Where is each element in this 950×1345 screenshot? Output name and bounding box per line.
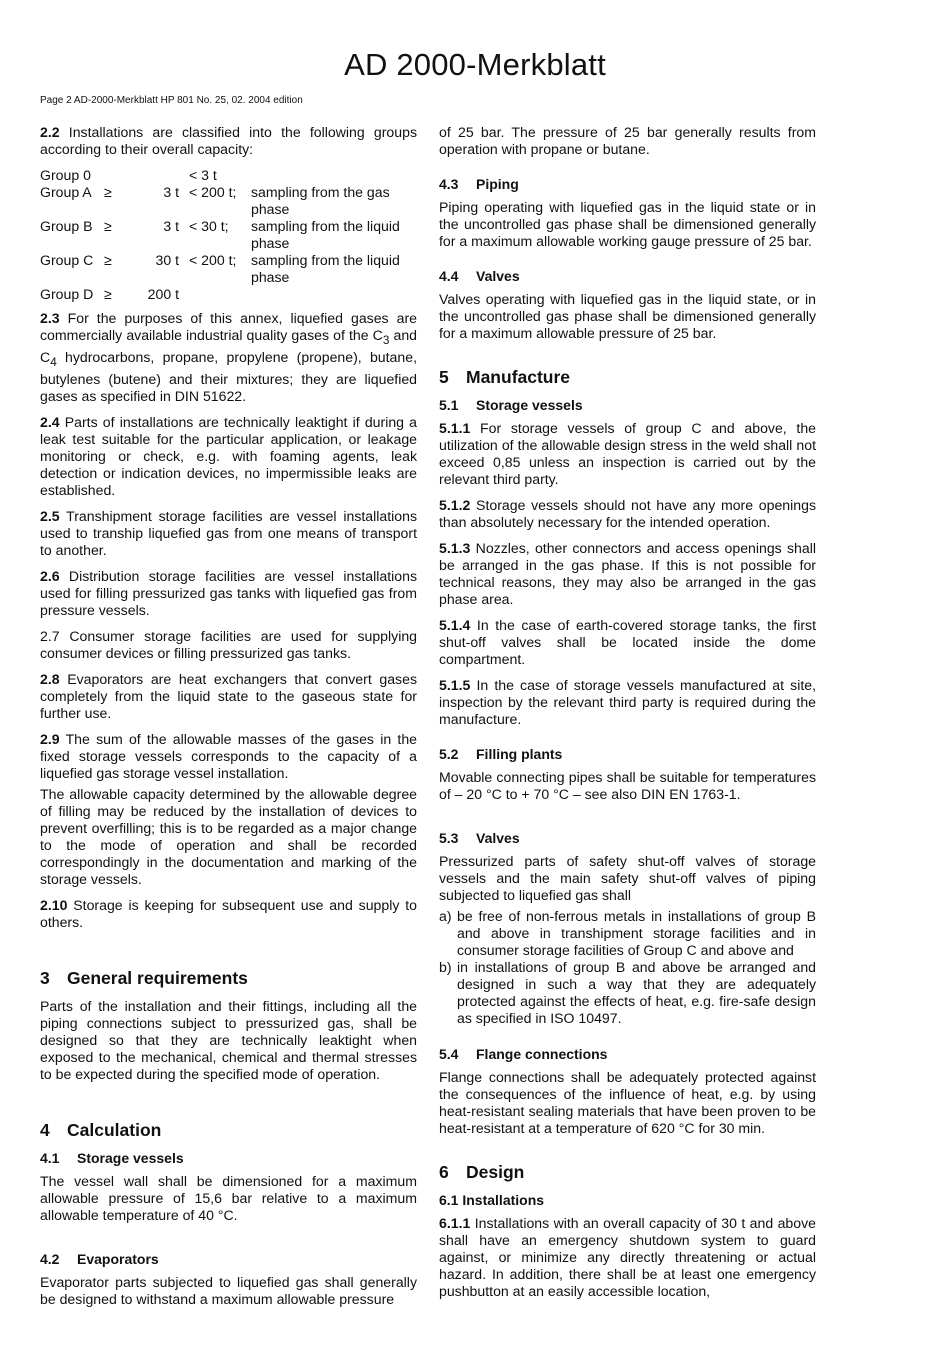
para-5-1-4: 5.1.4 In the case of earth-covered storage tanks, the first shut-off valves shall be located inside the dome compartment. bbox=[439, 617, 816, 667]
group-relation bbox=[104, 167, 134, 184]
group-row bbox=[40, 218, 417, 252]
section-5-heading: 5 Manufacture bbox=[439, 367, 571, 387]
list-item: b) in installations of group B and above be arranged and designed in such a way that they are adequately protected against the effects of heat, e.g. fire-safe design as specified in ISO 10497. bbox=[439, 959, 816, 1026]
group-description: sampling from the liquid phase bbox=[251, 218, 400, 251]
group-row bbox=[40, 184, 417, 218]
section-3-text: Parts of the installation and their fittings, including all the piping connections subject to pressurized gas, shall be designed so that they are technically leaktight when exposed to the mechanical, chemical and thermal stresses to be expected during the specified mode of operation. bbox=[40, 997, 417, 1082]
section-5-4-heading: 5.4 Flange connections bbox=[439, 1046, 608, 1062]
para-2-6: 2.6 Distribution storage facilities are vessel installations used for filling pressurized gas tanks with liquefied gas from pressure vessels. bbox=[40, 567, 417, 618]
group-max: < 200 t; bbox=[189, 184, 237, 200]
section-4-1-heading: 4.1 Storage vessels bbox=[40, 1149, 184, 1166]
para-5-1-3: 5.1.3 Nozzles, other connectors and access openings shall be arranged in the gas phase. If this is not possible for technical reasons, they may also be arranged in the gas phase area. bbox=[439, 540, 816, 607]
group-relation: ≥ bbox=[104, 286, 112, 302]
group-name: Group B bbox=[40, 218, 93, 234]
group-name: Group D bbox=[40, 286, 94, 302]
para-5-1-1: 5.1.1 For storage vessels of group C and above, the utilization of the allowable design stress in the weld shall not exceed 0,85 unless an inspection is carried out by the relevant third party. bbox=[439, 420, 816, 487]
section-6-heading: 6 Design bbox=[439, 1162, 525, 1182]
section-4-heading: 4 Calculation bbox=[40, 1119, 162, 1140]
group-min: 200 t bbox=[147, 286, 179, 302]
para-2-10: 2.10 Storage is keeping for subsequent use and supply to others. bbox=[40, 896, 417, 930]
group-min: 30 t bbox=[155, 252, 179, 268]
para-6-1-1: 6.1.1 Installations with an overall capacity of 30 t and above shall have an emergency shutdown system to guard against, or minimize any directly threatening or actual hazard. In addition, there shall be at least one emergency pushbutton at an easily accessible location, bbox=[439, 1215, 816, 1299]
para-2-7: 2.7 Consumer storage facilities are used for supplying consumer devices or filling pressurized gas tanks. bbox=[40, 627, 417, 661]
section-5-3-heading: 5.3 Valves bbox=[439, 830, 520, 846]
group-relation: ≥ bbox=[104, 218, 112, 234]
group-min bbox=[134, 167, 189, 184]
group-max: < 200 t; bbox=[189, 252, 237, 268]
section-5-3-text: Pressurized parts of safety shut-off valves of storage vessels and the main safety shut-off valves of piping subjected to liquefied gas shall bbox=[439, 853, 816, 903]
group-min: 3 t bbox=[163, 184, 179, 200]
group-description bbox=[251, 167, 417, 184]
group-max: < 3 t bbox=[189, 167, 217, 183]
group-name: Group 0 bbox=[40, 167, 91, 183]
group-min: 3 t bbox=[163, 218, 179, 234]
list-item: a) be free of non-ferrous metals in installations of group B and above in transhipment storage facilities and in consumer storage facilities of Group C and above and bbox=[439, 908, 816, 958]
group-description: sampling from the gas phase bbox=[251, 184, 390, 217]
para-5-1-2: 5.1.2 Storage vessels should not have any more openings than absolutely necessary for the intended operation. bbox=[439, 497, 816, 530]
valve-requirements-list bbox=[439, 908, 816, 1027]
section-5-4-text: Flange connections shall be adequately protected against the consequences of the influence of heat, e.g. by using heat-resistant sealing materials that have been proven to be heat-resistant at a temperature of 620 °C for 30 min. bbox=[439, 1069, 816, 1136]
group-table bbox=[40, 167, 417, 303]
continued-text: of 25 bar. The pressure of 25 bar generally results from operation with propane or butane. bbox=[439, 124, 816, 157]
para-5-1-5: 5.1.5 In the case of storage vessels manufactured at site, inspection by the relevant third party is required during the manufacture. bbox=[439, 677, 816, 727]
para-2-4: 2.4 Parts of installations are technically leaktight if during a leak test suitable for the particular application, or leakage monitoring or check, e.g. with foaming agents, leak detection or indication devices, no impermissible leaks are established. bbox=[40, 413, 417, 498]
section-5-1-heading: 5.1 Storage vessels bbox=[439, 397, 583, 413]
group-row bbox=[40, 286, 417, 303]
group-relation: ≥ bbox=[104, 252, 112, 268]
para-2-8: 2.8 Evaporators are heat exchangers that convert gases completely from the liquid state to the gaseous state for further use. bbox=[40, 670, 417, 721]
section-3-heading: 3 General requirements bbox=[40, 967, 248, 988]
group-row bbox=[40, 167, 417, 184]
group-max: < 30 t; bbox=[189, 218, 229, 234]
section-4-2-heading: 4.2 Evaporators bbox=[40, 1250, 159, 1267]
group-name: Group C bbox=[40, 252, 94, 268]
left-column bbox=[40, 124, 417, 1317]
section-4-4-text: Valves operating with liquefied gas in the liquid state, or in the uncontrolled gas phase shall be dimensioned generally for a maximum allowable pressure of 25 bar. bbox=[439, 291, 816, 341]
section-4-4-heading: 4.4 Valves bbox=[439, 268, 520, 284]
section-6-1-heading: 6.1 Installations bbox=[439, 1192, 545, 1208]
section-4-3-heading: 4.3 Piping bbox=[439, 176, 519, 192]
section-4-3-text: Piping operating with liquefied gas in the liquid state or in the uncontrolled gas phase shall be dimensioned generally for a maximum allowable working gauge pressure of 25 bar. bbox=[439, 199, 816, 249]
right-column bbox=[439, 124, 816, 1309]
section-4-2-text: Evaporator parts subjected to liquefied gas shall generally be designed to withstand a maximum allowable pressure bbox=[40, 1273, 417, 1307]
section-4-1-text: The vessel wall shall be dimensioned for a maximum allowable pressure of 15,6 bar relative to a maximum allowable temperature of 40 °C. bbox=[40, 1172, 417, 1223]
group-row bbox=[40, 252, 417, 286]
document-title: AD 2000-Merkblatt bbox=[344, 47, 606, 82]
group-relation: ≥ bbox=[104, 184, 112, 200]
section-5-2-heading: 5.2 Filling plants bbox=[439, 746, 563, 762]
group-description: sampling from the liquid phase bbox=[251, 252, 400, 285]
group-name: Group A bbox=[40, 184, 92, 200]
page-header-meta: Page 2 AD-2000-Merkblatt HP 801 No. 25, 02. 2004 edition bbox=[40, 95, 303, 106]
section-5-2-text: Movable connecting pipes shall be suitable for temperatures of – 20 °C to + 70 °C – see also DIN EN 1763-1. bbox=[439, 769, 816, 802]
para-2-9: 2.9 The sum of the allowable masses of the gases in the fixed storage vessels corresponds to the capacity of a liquefied gas storage vessel installation. bbox=[40, 730, 417, 781]
group-description bbox=[251, 286, 417, 303]
para-2-9b: The allowable capacity determined by the allowable degree of filling may be reduced by the installation of devices to prevent overfilling; this is to be regarded as a major change to the mode of operation and shall be recorded correspondingly in the documentation and marking of the storage vessels. bbox=[40, 785, 417, 887]
para-2-2: 2.2 Installations are classified into the following groups according to their overall capacity: bbox=[40, 124, 417, 157]
para-2-3: 2.3 For the purposes of this annex, liquefied gases are commercially available industrial quality gases of the $C_3$ and $C_4$ hydrocarbons, propane, propylene (propene), butane, butylenes (butene) and their mixtures; they are liquefied gases as specified in DIN 51622. bbox=[40, 310, 417, 404]
para-2-5: 2.5 Transhipment storage facilities are vessel installations used to tranship liquefied gas from one means of transport to another. bbox=[40, 507, 417, 558]
group-max bbox=[189, 286, 251, 303]
